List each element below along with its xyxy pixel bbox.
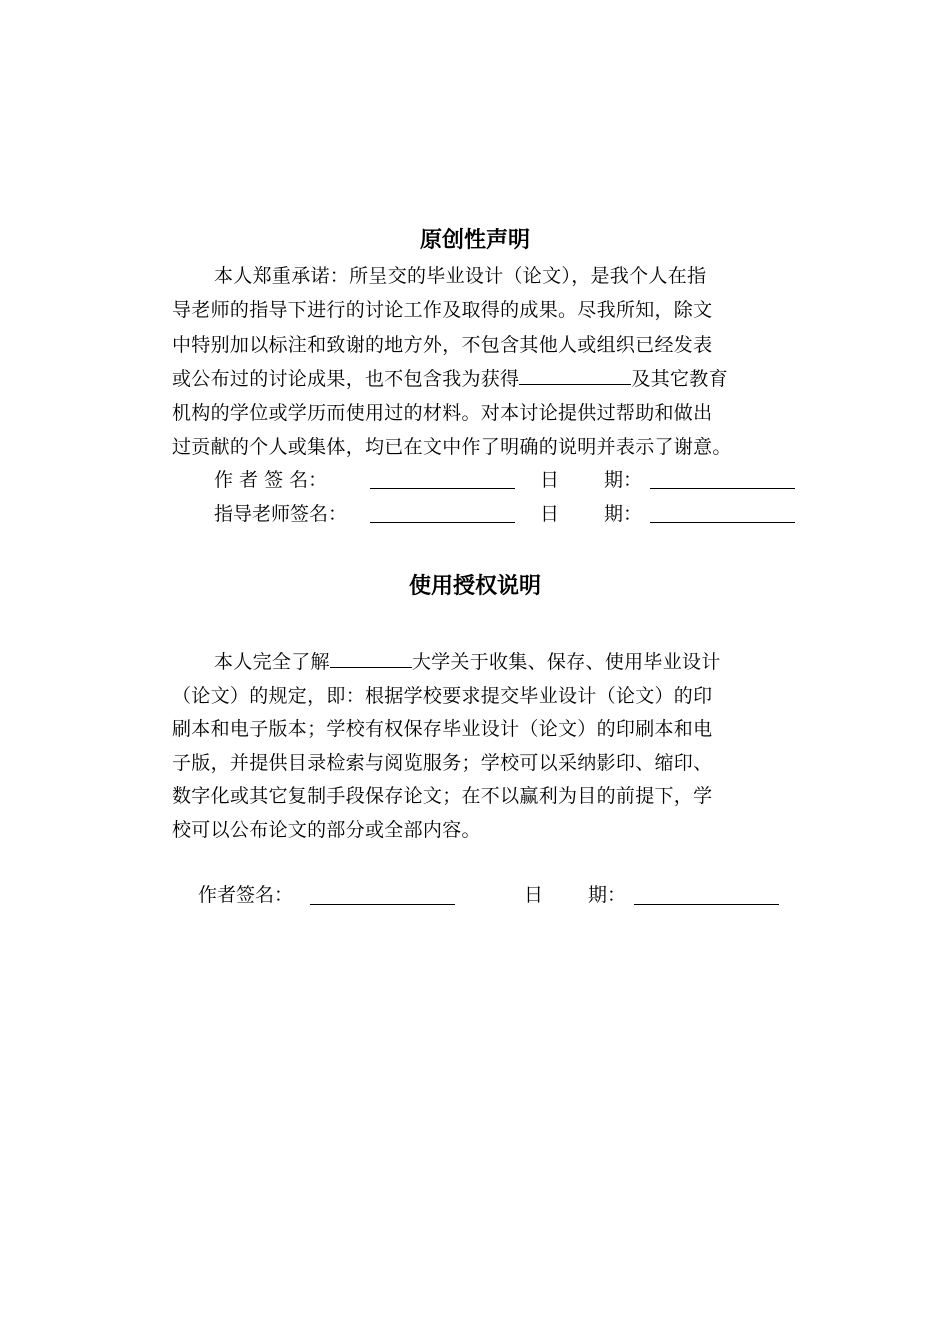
- advisor-date-label-char-1: 日: [540, 503, 560, 525]
- statement-line-5: 机构的学位或学历而使用过的材料。对本讨论提供过帮助和做出: [172, 402, 713, 424]
- date-label-char-1-2: 日: [524, 884, 544, 906]
- authorization-line-1-text-before: 本人完全了解: [214, 651, 330, 673]
- degree-blank[interactable]: [519, 366, 631, 385]
- author-signature-label: 作 者 签 名：: [214, 469, 328, 491]
- authorization-line-4: 子版，并提供目录检索与阅览服务；学校可以采纳影印、缩印、: [172, 752, 713, 774]
- statement-line-4-text-before: 或公布过的讨论成果，也不包含我为获得: [172, 368, 520, 390]
- statement-line-1: 本人郑重承诺：所呈交的毕业设计（论文），是我个人在指: [214, 265, 707, 287]
- advisor-date-label-char-2: 期：: [604, 503, 643, 525]
- author-signature-field-2[interactable]: [310, 904, 455, 905]
- advisor-date-field[interactable]: [650, 522, 795, 523]
- author-date-field[interactable]: [650, 488, 795, 489]
- authorization-title: 使用授权说明: [408, 574, 541, 599]
- originality-statement-title: 原创性声明: [419, 228, 530, 253]
- statement-line-4-text-after: 及其它教育: [631, 368, 728, 390]
- statement-line-3: 中特别加以标注和致谢的地方外，不包含其他人或组织已经发表: [172, 334, 713, 356]
- author-signature-field[interactable]: [370, 488, 515, 489]
- date-label-char-2-2: 期：: [588, 884, 627, 906]
- author-date-field-2[interactable]: [634, 904, 779, 905]
- advisor-signature-label: 指导老师签名：: [214, 503, 348, 525]
- authorization-line-3: 刷本和电子版本；学校有权保存毕业设计（论文）的印刷本和电: [172, 718, 713, 740]
- authorization-line-2: （论文）的规定，即：根据学校要求提交毕业设计（论文）的印: [172, 685, 713, 707]
- advisor-signature-field[interactable]: [370, 522, 515, 523]
- authorization-line-6: 校可以公布论文的部分或全部内容。: [172, 819, 481, 841]
- statement-line-4: [172, 365, 812, 393]
- author-signature-label-2: 作者签名：: [198, 884, 294, 906]
- statement-line-2: 导老师的指导下进行的讨论工作及取得的成果。尽我所知，除文: [172, 299, 713, 321]
- date-label-char-2: 期：: [604, 469, 643, 491]
- statement-line-6: 过贡献的个人或集体，均已在文中作了明确的说明并表示了谢意。: [172, 436, 732, 458]
- university-name-blank[interactable]: [330, 649, 412, 668]
- authorization-line-1: [172, 648, 812, 676]
- date-label-char-1: 日: [540, 469, 560, 491]
- authorization-line-5: 数字化或其它复制手段保存论文；在不以赢利为目的前提下，学: [172, 785, 713, 807]
- authorization-line-1-text-after: 大学关于收集、保存、使用毕业设计: [411, 651, 721, 673]
